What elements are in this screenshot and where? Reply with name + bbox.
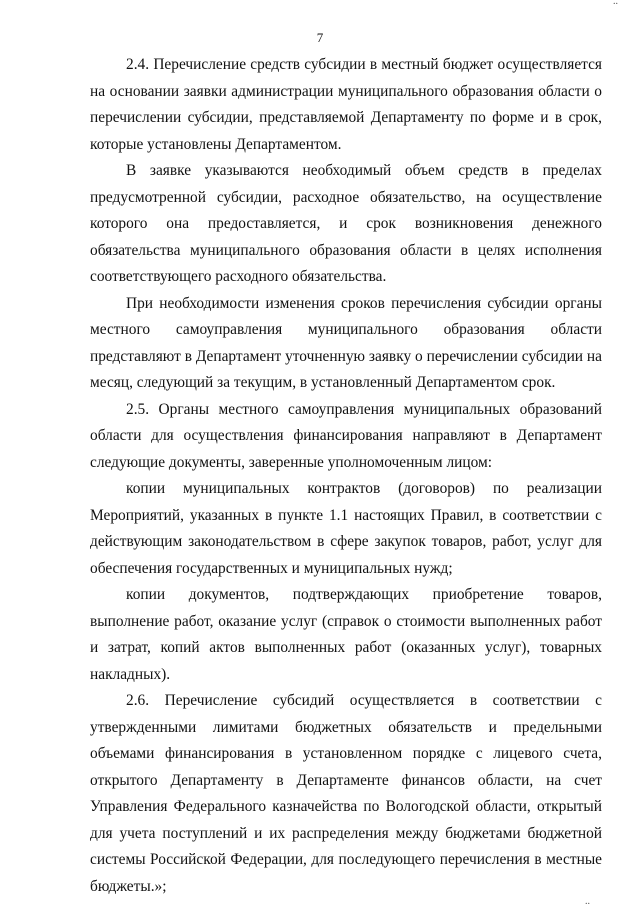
paragraph-2-5: 2.5. Органы местного самоуправления муниципальных образований области для осуществления финансирования направляют в Департамент следующие документы, заверенные уполномоченным лицом:	[90, 400, 602, 471]
paragraph-2-4: 2.4. Перечисление средств субсидии в местный бюджет осуществляется на основании заявки администрации муниципального образования области о перечислении субсидии, представляемой Департаменту по форме и в срок, которые установлены Департаментом.	[90, 56, 602, 153]
document-body	[90, 52, 602, 900]
corner-mark-bottom: ..	[585, 896, 590, 907]
paragraph-terms-change: При необходимости изменения сроков перечисления субсидии органы местного самоуправления муниципального образования области представляют в Департамент уточненную заявку о перечислении субсидии на месяц, следующий за текущим, в установленный Департаментом срок.	[90, 294, 602, 391]
paragraph-2-6: 2.6. Перечисление субсидий осуществляется в соответствии с утвержденными лимитами бюджетных обязательств и предельными объемами финансирования в установленном порядке с лицевого счета, открытого Департаменту в Департаменте финансов области, на счет Управления Федерального казначейства по Вологодской области, открытый для учета поступлений и их распределения между бюджетами бюджетной системы Российской Федерации, для последующего перечисления в местные бюджеты.»;	[90, 692, 602, 895]
paragraph-document-copies: копии документов, подтверждающих приобретение товаров, выполнение работ, оказание услуг (справок о стоимости выполненных работ и затрат, копий актов выполненных работ (оказанных услуг), товарных накладных).	[90, 586, 602, 683]
corner-mark-top: ..	[613, 0, 618, 7]
paragraph-application-contents: В заявке указываются необходимый объем средств в пределах предусмотренной субсидии, расходное обязательство, на осуществление которого она предоставляется, и срок возникновения денежного обязательства муниципального образования области в целях исполнения соответствующего расходного обязательства.	[90, 162, 602, 285]
page-number: 7	[316, 30, 324, 45]
paragraph-contract-copies: копии муниципальных контрактов (договоров) по реализации Мероприятий, указанных в пункте 1.1 настоящих Правил, в соответствии с действующим законодательством в сфере закупок товаров, работ, услуг для обеспечения государственных и муниципальных нужд;	[90, 480, 602, 577]
